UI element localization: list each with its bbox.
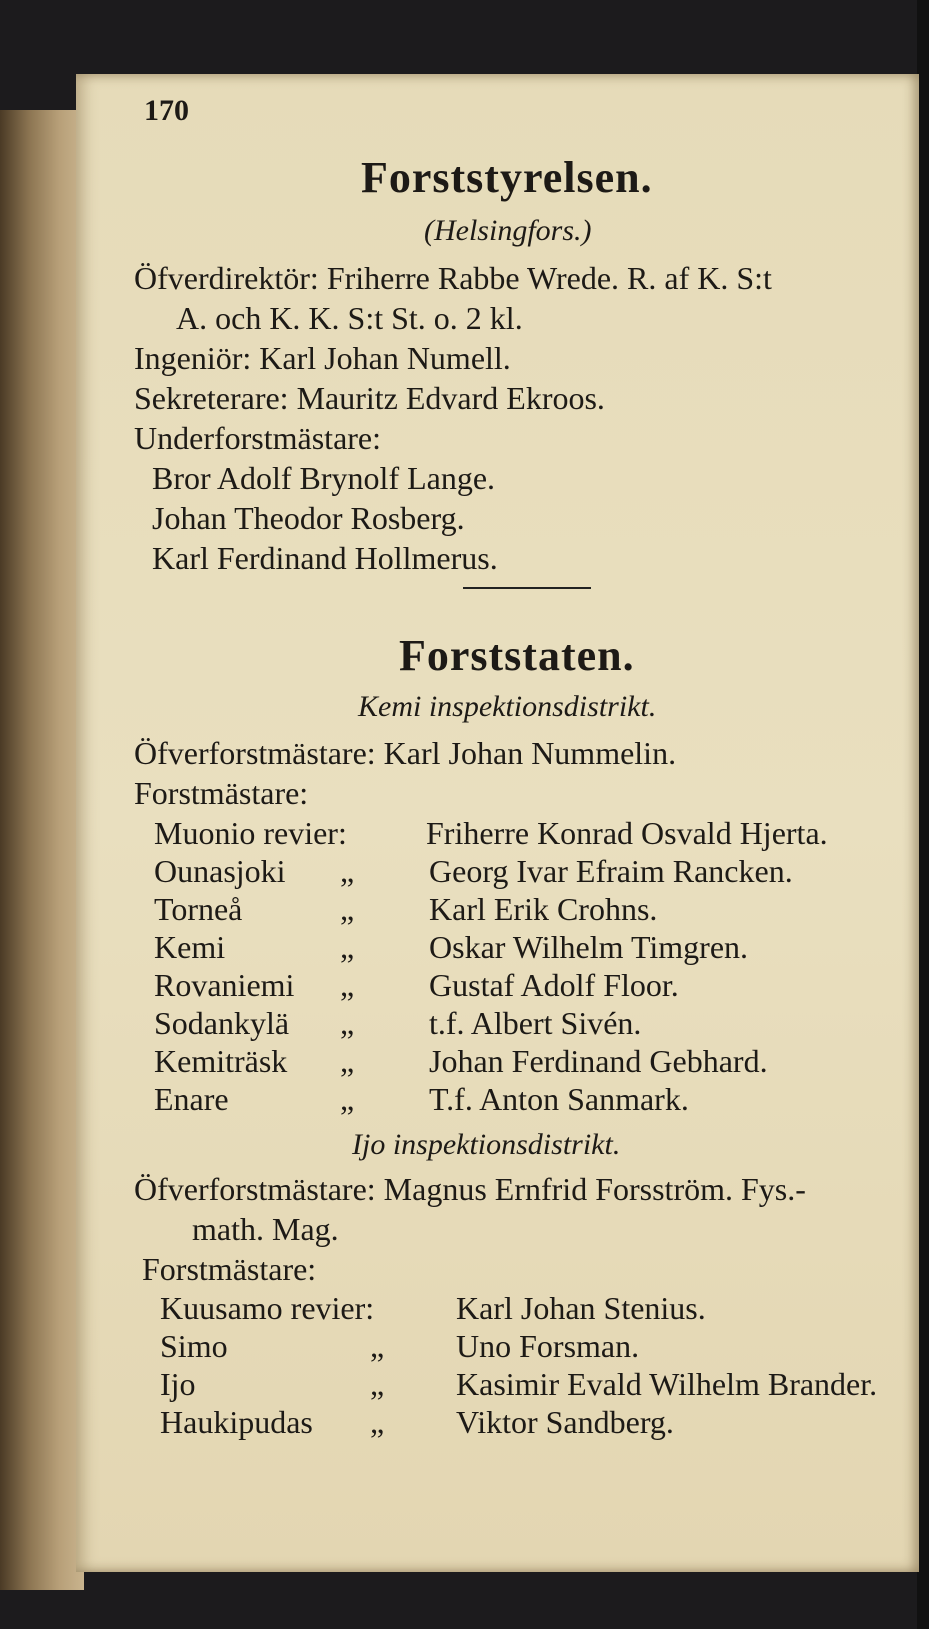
section-title-forststyrelsen: Forststyrelsen.: [361, 153, 653, 202]
revier-place: Torneå: [154, 891, 243, 927]
revier-name: Friherre Konrad Osvald Hjerta.: [426, 815, 828, 851]
chief-forester-line: Öfverforstmästare: Magnus Ernfrid Forsström. Fys.-: [134, 1171, 806, 1207]
ditto-mark: „: [340, 891, 355, 927]
revier-place: Ijo: [160, 1366, 196, 1402]
forstmastare-label: Forstmästare:: [142, 1251, 317, 1287]
revier-name: Uno Forsman.: [456, 1328, 640, 1364]
revier-name: T.f. Anton Sanmark.: [429, 1081, 689, 1117]
text-line: Öfverdirektör: Friherre Rabbe Wrede. R. af K. S:t: [134, 260, 772, 296]
section-title-forststaten: Forststaten.: [399, 631, 635, 680]
ditto-mark: „: [340, 929, 355, 965]
location-subtitle: (Helsingfors.): [424, 214, 592, 247]
ditto-mark: „: [340, 967, 355, 1003]
ditto-mark: „: [340, 1081, 355, 1117]
book-page: [76, 74, 919, 1572]
text-line: Sekreterare: Mauritz Edvard Ekroos.: [134, 380, 605, 416]
revier-name: Oskar Wilhelm Timgren.: [429, 929, 749, 965]
ditto-mark: „: [340, 1043, 355, 1079]
text-line: A. och K. K. S:t St. o. 2 kl.: [176, 300, 523, 336]
text-line: Underforstmästare:: [134, 420, 382, 456]
revier-place: Enare: [154, 1081, 229, 1117]
text-line: Bror Adolf Brynolf Lange.: [152, 460, 496, 496]
revier-place: Haukipudas: [160, 1404, 313, 1440]
revier-name: Kasimir Evald Wilhelm Brander.: [456, 1366, 878, 1402]
page-number: 170: [144, 94, 189, 127]
text-line: Karl Ferdinand Hollmerus.: [152, 540, 498, 576]
revier-name: Karl Johan Stenius.: [456, 1290, 706, 1326]
text-line: Ingeniör: Karl Johan Numell.: [134, 340, 511, 376]
ditto-mark: „: [340, 853, 355, 889]
forstmastare-label: Forstmästare:: [134, 775, 309, 811]
section-divider: [463, 587, 591, 589]
revier-place: Kemiträsk: [154, 1043, 288, 1079]
revier-place: Sodankylä: [154, 1005, 290, 1041]
revier-name: Karl Erik Crohns.: [429, 891, 658, 927]
chief-forester-line: math. Mag.: [192, 1211, 339, 1247]
revier-place: Muonio revier:: [154, 815, 347, 851]
district-heading-kemi: Kemi inspektionsdistrikt.: [358, 690, 657, 723]
revier-place: Rovaniemi: [154, 967, 295, 1003]
revier-name: Johan Ferdinand Gebhard.: [429, 1043, 768, 1079]
ditto-mark: „: [340, 1005, 355, 1041]
ditto-mark: „: [370, 1366, 385, 1402]
ditto-mark: „: [370, 1404, 385, 1440]
district-heading-ijo: Ijo inspektionsdistrikt.: [352, 1128, 621, 1161]
ditto-mark: „: [370, 1328, 385, 1364]
revier-place: Kuusamo revier:: [160, 1290, 375, 1326]
revier-place: Simo: [160, 1328, 228, 1364]
text-line: Johan Theodor Rosberg.: [152, 500, 465, 536]
revier-place: Kemi: [154, 929, 226, 965]
book-spine: [0, 110, 84, 1590]
revier-name: Georg Ivar Efraim Rancken.: [429, 853, 793, 889]
chief-forester-line: Öfverforstmästare: Karl Johan Nummelin.: [134, 735, 677, 771]
revier-name: Viktor Sandberg.: [456, 1404, 674, 1440]
revier-place: Ounasjoki: [154, 853, 286, 889]
revier-name: t.f. Albert Sivén.: [429, 1005, 642, 1041]
revier-name: Gustaf Adolf Floor.: [429, 967, 679, 1003]
